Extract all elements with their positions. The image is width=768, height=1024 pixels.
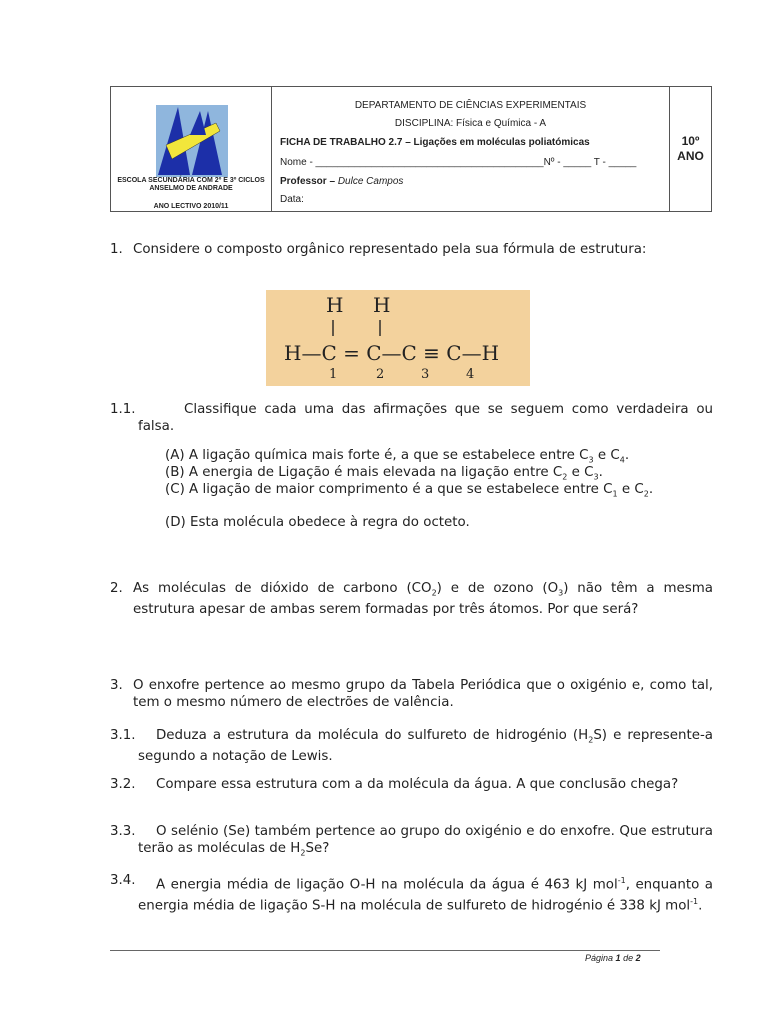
question-number: 2. (110, 581, 123, 596)
carbon-label-1: 1 (329, 367, 338, 382)
question-text: Compare essa estrutura com a da molécula da água. A que conclusão chega? (156, 777, 679, 792)
carbon-label-3: 3 (421, 367, 430, 382)
question-text: A energia média de ligação O-H na molécula da água é 463 kJ mol$^{-1}$, enquanto a energia média de ligação S-H na molécula de sulfureto de hidrogénio é 338 kJ mol$^{-1}$. (138, 876, 713, 914)
question-3-2 (110, 777, 713, 794)
grade-number: 10º (681, 134, 700, 148)
school-name: ESCOLA SECUNDÁRIA COM 2º E 3º CICLOS ANSELMO DE ANDRADE (117, 177, 265, 192)
carbon-label-2: 2 (376, 367, 385, 382)
professor-label: Professor – (280, 176, 336, 187)
question-number: 3.2. (110, 777, 136, 792)
worksheet-title: FICHA DE TRABALHO 2.7 – Ligações em moléculas poliatómicas (280, 137, 590, 148)
question-text: Classifique cada uma das afirmações que se seguem como verdadeira ou falsa. (138, 402, 713, 434)
structural-formula-image (266, 290, 530, 386)
question-text: Deduza a estrutura da molécula do sulfureto de hidrogénio $(H_2S)$ e represente-a segundo a notação de Lewis. (138, 728, 713, 765)
question-text: Considere o composto orgânico representado pela sua fórmula de estrutura: (133, 242, 647, 257)
professor-name: Dulce Campos (337, 176, 404, 187)
question-number: 1. (110, 242, 123, 257)
school-logo-cell (111, 87, 272, 211)
top-hydrogen-1: H (326, 293, 344, 317)
question-number: 3.1. (110, 728, 136, 743)
question-3-1 (110, 728, 713, 766)
discipline-title: DISCIPLINA: Física e Química - A (394, 118, 547, 129)
question-text: As moléculas de dióxido de carbono $(CO_2)$ e de ozono $(O_3)$ não têm a mesma estrutura apesar de ambas serem formadas por três átomos. Por que será? (133, 581, 713, 618)
question-1-1 (110, 402, 713, 435)
school-logo-icon (156, 101, 228, 181)
question-3 (110, 678, 713, 711)
department-title: DEPARTAMENTO DE CIÊNCIAS EXPERIMENTAIS (354, 100, 587, 111)
name-field[interactable]: Nome - _________________________________________Nº - _____ T - _____ (280, 157, 637, 168)
question-text: O enxofre pertence ao mesmo grupo da Tabela Periódica que o oxigénio e, como tal, tem o mesmo número de electrões de valência. (133, 678, 713, 710)
question-2 (110, 581, 713, 619)
page-indicator: Página 1 de 2 (585, 953, 641, 963)
question-number: 3.4. (110, 873, 136, 888)
carbon-label-4: 4 (466, 367, 475, 382)
grade-label: ANO (677, 149, 704, 163)
option-d: (D) Esta molécula obedece à regra do octeto. (165, 515, 470, 530)
question-1 (110, 242, 713, 259)
option-a: (A) A ligação química mais forte é, a que se estabelece entre $C_3$ e $C_4$. (165, 448, 630, 465)
grade-cell (669, 87, 711, 211)
question-3-3 (110, 824, 713, 862)
option-c: (C) A ligação de maior comprimento é a que se estabelece entre $C_1$ e $C_2$. (165, 482, 654, 499)
main-chain: H—C = C—C ≡ C—H (284, 341, 500, 365)
professor-line (280, 176, 403, 187)
question-number: 3.3. (110, 824, 136, 839)
question-3-4 (110, 873, 713, 915)
top-hydrogen-2: H (373, 293, 391, 317)
worksheet-header (110, 86, 712, 212)
header-info-cell (272, 87, 669, 211)
school-year: ANO LECTIVO 2010/11 (153, 203, 229, 210)
option-b: (B) A energia de Ligação é mais elevada na ligação entre $C_2$ e $C_3$. (165, 465, 603, 482)
question-number: 1.1. (110, 402, 136, 417)
question-number: 3. (110, 678, 123, 693)
footer-divider (110, 950, 660, 951)
structural-formula (266, 290, 530, 386)
question-text: O selénio (Se) também pertence ao grupo do oxigénio e do enxofre. Que estrutura terão as moléculas de $H_2Se$? (138, 824, 713, 858)
date-field[interactable]: Data: (280, 194, 304, 205)
